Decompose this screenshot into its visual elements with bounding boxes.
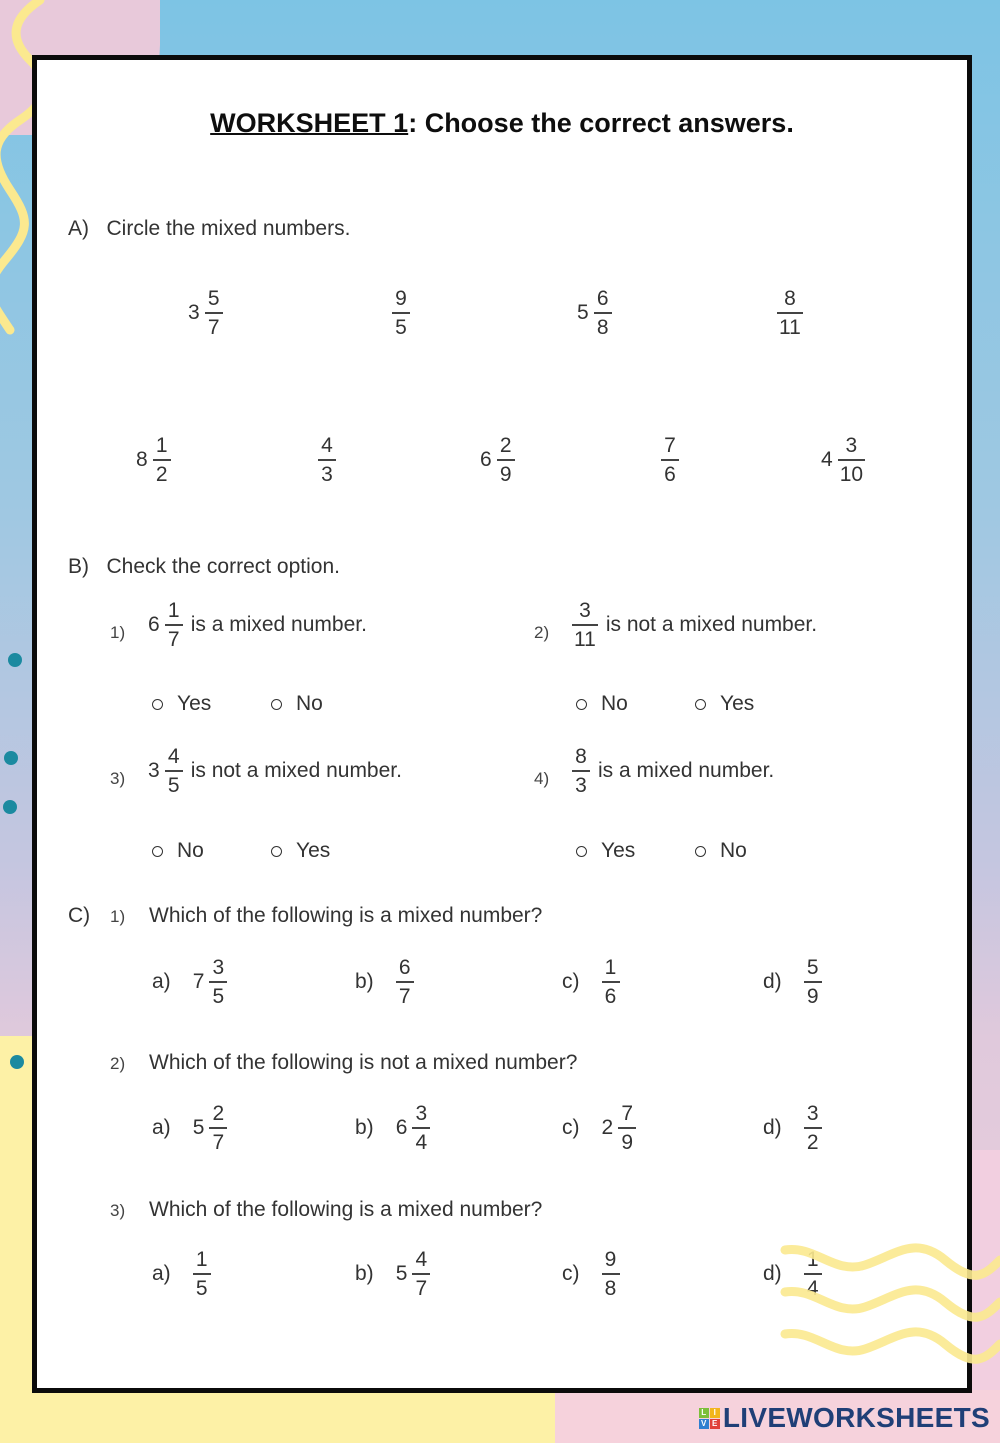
wavy-lines-decoration — [780, 1240, 1000, 1370]
denominator: 4 — [806, 1276, 819, 1300]
circle-choice-fraction[interactable] — [577, 288, 612, 338]
live-logo-icon — [699, 1408, 720, 1429]
denominator: 9 — [499, 462, 512, 486]
question-text: Which of the following is not a mixed number? — [149, 1051, 578, 1074]
option-label: No — [296, 692, 323, 715]
radio-circle-icon[interactable] — [152, 846, 163, 857]
whole-part: 2 — [601, 1115, 614, 1139]
radio-circle-icon[interactable] — [576, 846, 587, 857]
question-text: Which of the following is a mixed number? — [149, 1198, 543, 1221]
numerator: 1 — [167, 599, 180, 622]
radio-option[interactable] — [152, 692, 211, 716]
option-letter: a) — [152, 1115, 171, 1139]
answer-option[interactable] — [152, 1249, 211, 1299]
denominator: 5 — [167, 773, 180, 797]
denominator: 7 — [207, 315, 220, 339]
question-number: 2) — [534, 623, 550, 642]
section-a-heading — [68, 217, 350, 241]
radio-circle-icon[interactable] — [695, 699, 706, 710]
whole-part: 6 — [395, 1115, 408, 1139]
section-a-label: A) — [68, 217, 89, 240]
denominator: 3 — [321, 462, 333, 486]
denominator: 10 — [839, 462, 864, 486]
answer-option[interactable] — [355, 957, 414, 1007]
numerator: 6 — [596, 287, 609, 310]
denominator: 5 — [395, 315, 407, 339]
section-a-instruction: Circle the mixed numbers. — [106, 217, 351, 240]
whole-part: 4 — [821, 447, 833, 471]
statement-text: is not a mixed number. — [605, 612, 818, 636]
numerator: 3 — [212, 956, 225, 979]
radio-option[interactable] — [271, 839, 330, 863]
teal-dot-decoration — [8, 653, 22, 667]
denominator: 2 — [806, 1130, 819, 1154]
question-number: 1) — [110, 623, 126, 642]
section-c-label: C) — [68, 904, 91, 927]
statement-text: is not a mixed number. — [190, 758, 402, 782]
answer-option[interactable] — [152, 957, 227, 1007]
denominator: 6 — [664, 462, 676, 486]
numerator: 7 — [664, 434, 676, 457]
denominator: 9 — [806, 984, 819, 1008]
radio-circle-icon[interactable] — [576, 699, 587, 710]
section-b-instruction: Check the correct option. — [106, 555, 340, 578]
logo-letter: L — [699, 1408, 709, 1418]
circle-choice-fraction[interactable] — [480, 435, 515, 485]
numerator: 9 — [604, 1248, 617, 1271]
option-letter: b) — [355, 1115, 374, 1139]
denominator: 4 — [415, 1130, 428, 1154]
denominator: 7 — [415, 1276, 428, 1300]
numerator: 6 — [398, 956, 411, 979]
denominator: 11 — [779, 315, 801, 339]
numerator: 4 — [167, 745, 180, 768]
denominator: 7 — [398, 984, 411, 1008]
question-number: 1) — [110, 907, 126, 926]
whole-part: 7 — [192, 969, 205, 993]
numerator: 3 — [579, 599, 591, 622]
numerator: 3 — [845, 434, 858, 457]
teal-dot-decoration — [10, 1055, 24, 1069]
numerator: 5 — [806, 956, 819, 979]
denominator: 9 — [621, 1130, 634, 1154]
worksheet-title — [37, 108, 967, 139]
teal-dot-decoration — [3, 800, 17, 814]
whole-part: 3 — [148, 758, 160, 782]
answer-option[interactable] — [152, 1103, 227, 1153]
radio-circle-icon[interactable] — [271, 699, 282, 710]
radio-option[interactable] — [152, 839, 204, 863]
circle-choice-fraction[interactable] — [318, 435, 336, 485]
question-text: Which of the following is a mixed number? — [149, 904, 543, 927]
denominator: 11 — [574, 627, 596, 651]
numerator: 3 — [806, 1102, 819, 1125]
whole-part: 8 — [136, 447, 148, 471]
worksheet-page — [32, 55, 972, 1393]
circle-choice-fraction[interactable] — [777, 288, 803, 338]
radio-circle-icon[interactable] — [695, 846, 706, 857]
statement — [148, 600, 367, 650]
option-letter: b) — [355, 1261, 374, 1285]
denominator: 8 — [596, 315, 609, 339]
question-number: 2) — [110, 1054, 126, 1073]
logo-letter: I — [710, 1408, 720, 1418]
logo-letter: E — [710, 1419, 720, 1429]
statement — [148, 746, 402, 796]
title-underlined: WORKSHEET 1 — [210, 108, 409, 138]
section-b-label: B) — [68, 555, 89, 578]
circle-choice-fraction[interactable] — [188, 288, 223, 338]
option-letter: a) — [152, 1261, 171, 1285]
logo-letter: V — [699, 1419, 709, 1429]
option-label: Yes — [177, 692, 212, 715]
denominator: 7 — [167, 627, 180, 651]
question-number: 3) — [110, 769, 126, 788]
option-letter: d) — [763, 1261, 782, 1285]
numerator: 8 — [575, 745, 587, 768]
numerator: 8 — [784, 287, 796, 310]
radio-option[interactable] — [271, 692, 323, 716]
option-label: Yes — [296, 839, 331, 862]
numerator: 4 — [321, 434, 333, 457]
numerator: 2 — [499, 434, 512, 457]
numerator: 5 — [207, 287, 220, 310]
whole-part: 5 — [577, 300, 589, 324]
answer-option[interactable] — [562, 1249, 620, 1299]
statement-text: is a mixed number. — [598, 758, 775, 782]
option-label: No — [177, 839, 204, 862]
denominator: 6 — [604, 984, 617, 1008]
whole-part: 5 — [395, 1261, 408, 1285]
option-letter: d) — [763, 1115, 782, 1139]
whole-part: 3 — [188, 300, 200, 324]
radio-option[interactable] — [695, 692, 754, 716]
numerator: 3 — [415, 1102, 428, 1125]
answer-option[interactable] — [562, 1103, 636, 1153]
denominator: 5 — [212, 984, 225, 1008]
option-label: No — [601, 692, 628, 715]
numerator: 7 — [621, 1102, 634, 1125]
option-letter: c) — [562, 1261, 580, 1285]
whole-part: 6 — [480, 447, 492, 471]
circle-choice-fraction[interactable] — [661, 435, 679, 485]
option-label: Yes — [720, 692, 755, 715]
numerator: 9 — [395, 287, 407, 310]
numerator: 4 — [415, 1248, 428, 1271]
radio-option[interactable] — [576, 839, 635, 863]
denominator: 3 — [575, 773, 587, 797]
answer-option[interactable] — [763, 1103, 822, 1153]
title-rest: : Choose the correct answers. — [408, 108, 794, 138]
answer-option[interactable] — [763, 957, 822, 1007]
brand-name: LIVEWORKSHEETS — [722, 1402, 990, 1433]
option-letter: b) — [355, 969, 374, 993]
circle-choice-fraction[interactable] — [821, 435, 865, 485]
option-letter: a) — [152, 969, 171, 993]
option-letter: d) — [763, 969, 782, 993]
denominator: 5 — [195, 1276, 208, 1300]
numerator: 1 — [195, 1248, 208, 1271]
answer-option[interactable] — [355, 1249, 430, 1299]
radio-option[interactable] — [695, 839, 747, 863]
circle-choice-fraction[interactable] — [136, 435, 171, 485]
whole-part: 5 — [192, 1115, 205, 1139]
liveworksheets-logo[interactable] — [699, 1402, 990, 1434]
option-letter: c) — [562, 969, 580, 993]
radio-circle-icon[interactable] — [271, 846, 282, 857]
radio-circle-icon[interactable] — [152, 699, 163, 710]
radio-option[interactable] — [576, 692, 628, 716]
numerator: 1 — [604, 956, 617, 979]
numerator: 2 — [212, 1102, 225, 1125]
question-number: 3) — [110, 1201, 126, 1220]
option-label: No — [720, 839, 747, 862]
whole-part: 6 — [148, 612, 160, 636]
teal-dot-decoration — [4, 751, 18, 765]
answer-option[interactable] — [355, 1103, 430, 1153]
denominator: 2 — [155, 462, 168, 486]
option-label: Yes — [601, 839, 636, 862]
numerator: 1 — [806, 1248, 819, 1271]
question-number: 4) — [534, 769, 550, 788]
circle-choice-fraction[interactable] — [392, 288, 410, 338]
statement — [572, 746, 774, 796]
answer-option[interactable] — [562, 957, 620, 1007]
denominator: 7 — [212, 1130, 225, 1154]
section-b-heading — [68, 555, 340, 579]
statement-text: is a mixed number. — [190, 612, 367, 636]
denominator: 8 — [604, 1276, 617, 1300]
numerator: 1 — [155, 434, 168, 457]
option-letter: c) — [562, 1115, 580, 1139]
statement — [572, 600, 817, 650]
